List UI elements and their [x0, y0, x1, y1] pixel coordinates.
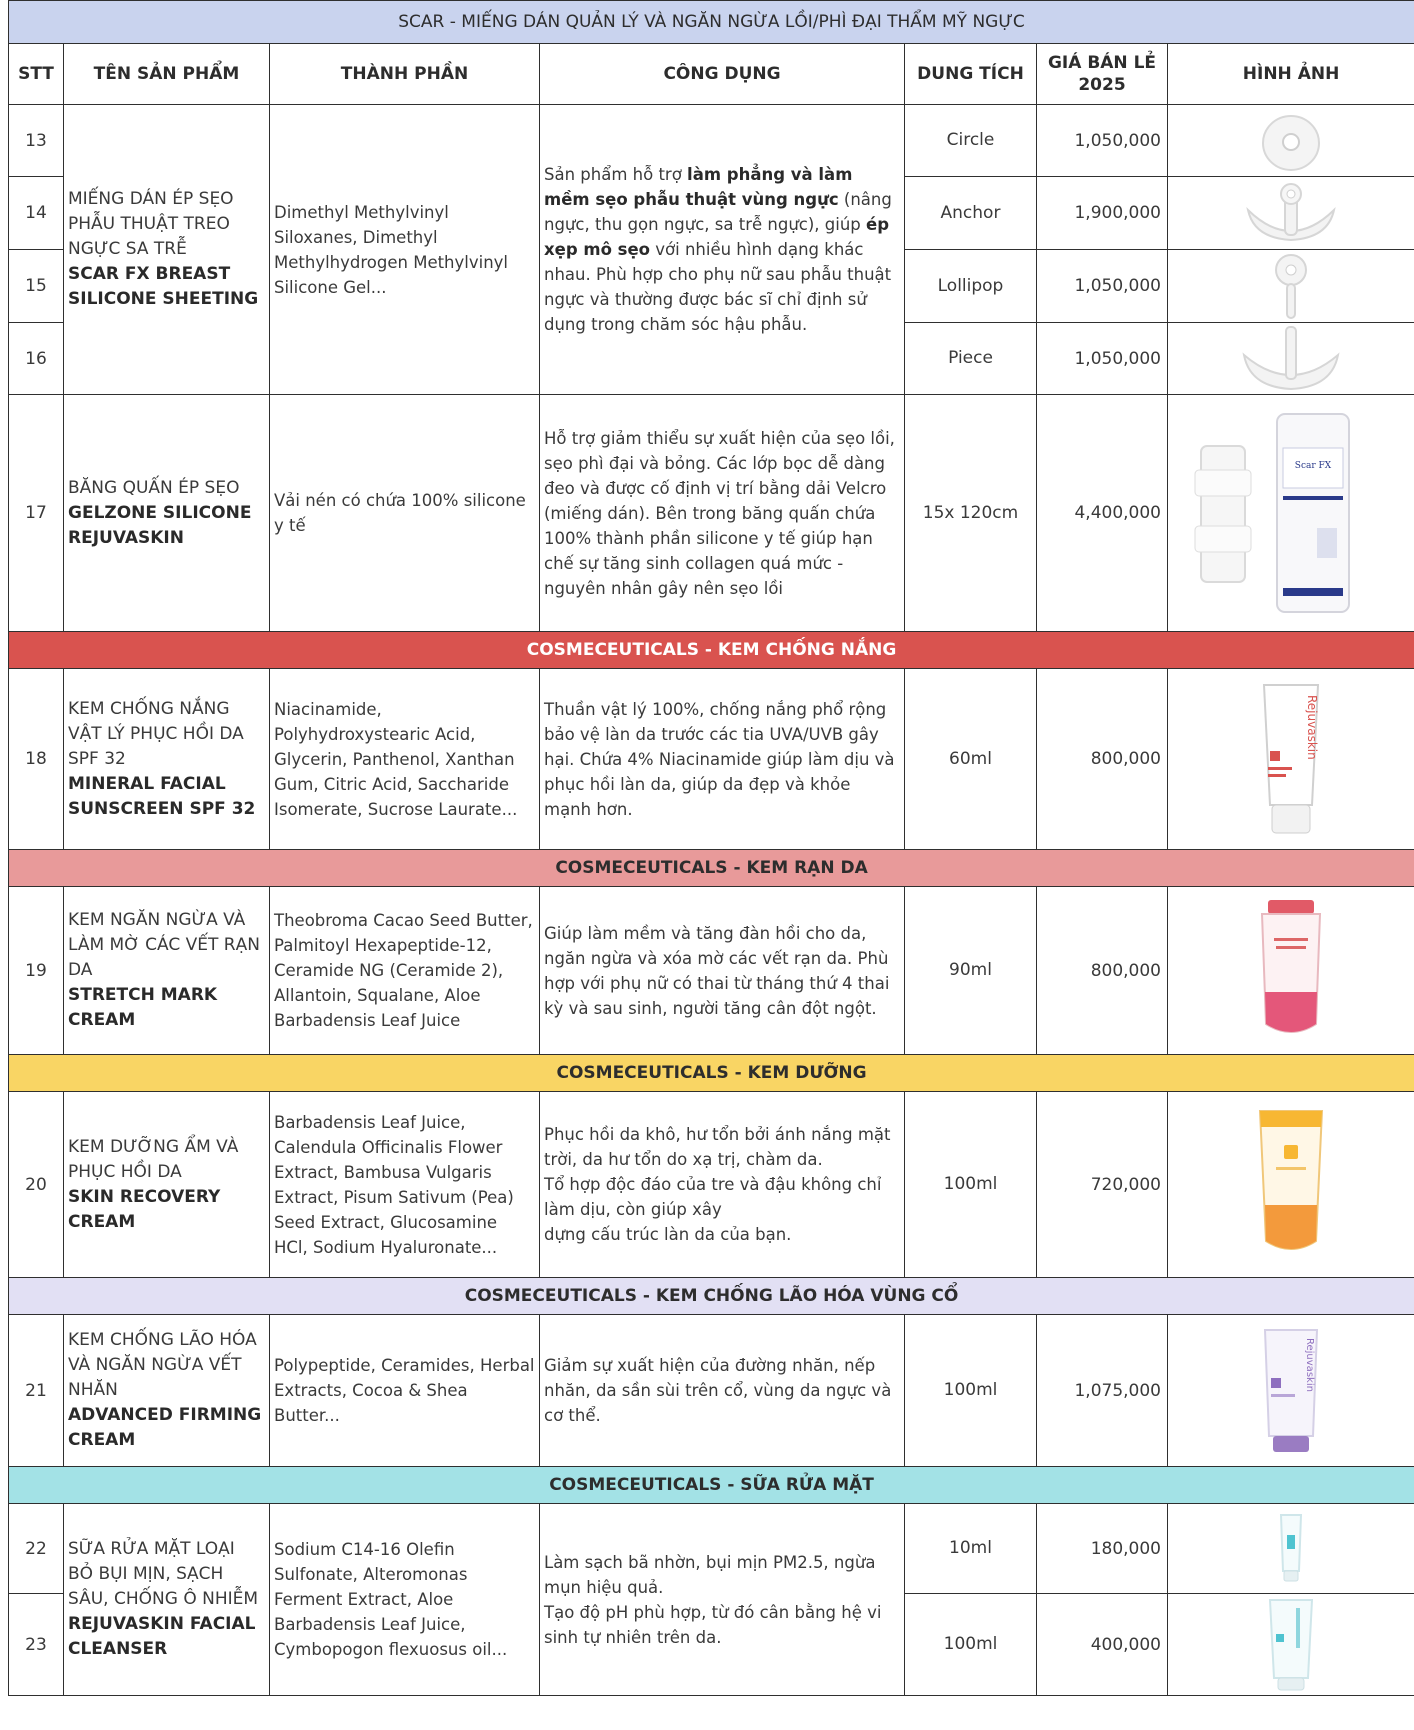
product-price: 800,000 [1037, 669, 1168, 850]
table-row [9, 395, 1414, 632]
anchor-sheet-icon [1168, 177, 1414, 250]
product-price: 720,000 [1037, 1092, 1168, 1278]
col-header-price: GIÁ BÁN LẺ 2025 [1037, 44, 1168, 105]
product-name [64, 669, 270, 850]
col-header-ingredients: THÀNH PHẦN [270, 44, 540, 105]
product-name-en: MINERAL FACIAL SUNSCREEN SPF 32 [68, 773, 256, 819]
row-stt: 14 [9, 177, 64, 250]
product-volume: 15x 120cm [905, 395, 1037, 632]
product-name-vi: BĂNG QUẤN ÉP SẸO [68, 477, 240, 498]
category-banner: SCAR - MIẾNG DÁN QUẢN LÝ VÀ NGĂN NGỪA LỒI/PHÌ ĐẠI THẨM MỸ NGỰC [9, 1, 1414, 44]
section-header-stretch-mark: COSMECEUTICALS - KEM RẠN DA [9, 850, 1414, 887]
product-price: 1,050,000 [1037, 105, 1168, 177]
col-header-volume: DUNG TÍCH [905, 44, 1037, 105]
product-name-vi: MIẾNG DÁN ÉP SẸO PHẪU THUẬT TREO NGỰC SA TRỄ [68, 189, 234, 259]
product-volume: 100ml [905, 1315, 1037, 1467]
section-header-moisturizer: COSMECEUTICALS - KEM DƯỠNG [9, 1055, 1414, 1092]
row-stt: 19 [9, 887, 64, 1055]
product-price: 1,900,000 [1037, 177, 1168, 250]
cleanser-mini-tube-icon [1168, 1504, 1414, 1594]
product-ingredients: Barbadensis Leaf Juice, Calendula Officinalis Flower Extract, Bambusa Vulgaris Extract, Pisum Sativum (Pea) Seed Extract, Glucosamine HCl, Sodium Hyaluronate... [270, 1092, 540, 1278]
product-name-vi: KEM NGĂN NGỪA VÀ LÀM MỜ CÁC VẾT RẠN DA [68, 910, 260, 980]
skin-recovery-tube-icon [1168, 1092, 1414, 1278]
product-volume: 100ml [905, 1092, 1037, 1278]
product-name-vi: KEM CHỐNG LÃO HÓA VÀ NGĂN NGỪA VẾT NHĂN [68, 1330, 257, 1400]
col-header-name: TÊN SẢN PHẨM [64, 44, 270, 105]
product-price: 1,050,000 [1037, 250, 1168, 323]
product-volume: 90ml [905, 887, 1037, 1055]
row-stt: 20 [9, 1092, 64, 1278]
stretch-mark-tube-icon [1168, 887, 1414, 1055]
product-price: 4,400,000 [1037, 395, 1168, 632]
product-ingredients: Dimethyl Methylvinyl Siloxanes, Dimethyl Methylhydrogen Methylvinyl Silicone Gel... [270, 105, 540, 395]
row-stt: 13 [9, 105, 64, 177]
svg-text:Scar FX: Scar FX [1294, 461, 1332, 471]
row-stt: 23 [9, 1594, 64, 1696]
table-row [9, 1315, 1414, 1467]
product-name-en: STRETCH MARK CREAM [68, 985, 218, 1030]
product-name-vi: SỮA RỬA MẶT LOẠI BỎ BỤI MỊN, SẠCH SÂU, CHỐNG Ô NHIỄM [68, 1539, 259, 1609]
section-header-neck-anti-aging: COSMECEUTICALS - KEM CHỐNG LÃO HÓA VÙNG CỔ [9, 1278, 1414, 1315]
circle-sheet-icon [1168, 105, 1414, 177]
product-name [64, 1315, 270, 1467]
product-volume: Lollipop [905, 250, 1037, 323]
product-name [64, 1092, 270, 1278]
product-ingredients: Theobroma Cacao Seed Butter, Palmitoyl Hexapeptide-12, Ceramide NG (Ceramide 2), Allantoin, Squalane, Aloe Barbadensis Leaf Juice [270, 887, 540, 1055]
table-row [9, 1092, 1414, 1278]
row-stt: 18 [9, 669, 64, 850]
price-table [8, 0, 1414, 1696]
product-name-en: ADVANCED FIRMING CREAM [68, 1405, 262, 1450]
product-volume: 100ml [905, 1594, 1037, 1696]
table-row [9, 887, 1414, 1055]
product-image-gelzone [1168, 395, 1414, 632]
firming-cream-tube-icon [1168, 1315, 1414, 1467]
product-volume: Circle [905, 105, 1037, 177]
product-usage: Giảm sự xuất hiện của đường nhăn, nếp nhăn, da sần sùi trên cổ, vùng da ngực và cơ thể. [540, 1315, 905, 1467]
product-price: 180,000 [1037, 1504, 1168, 1594]
product-name-en: SCAR FX BREAST SILICONE SHEETING [68, 264, 259, 309]
svg-text:Rejuvaskin: Rejuvaskin [1304, 1337, 1316, 1392]
row-stt: 15 [9, 250, 64, 323]
product-box-icon [1277, 414, 1349, 612]
row-stt: 21 [9, 1315, 64, 1467]
col-header-usage: CÔNG DỤNG [540, 44, 905, 105]
product-volume: 10ml [905, 1504, 1037, 1594]
product-ingredients: Sodium C14-16 Olefin Sulfonate, Alteromonas Ferment Extract, Aloe Barbadensis Leaf Juice, Cymbopogon flexuosus oil... [270, 1504, 540, 1696]
row-stt: 22 [9, 1504, 64, 1594]
row-stt: 16 [9, 323, 64, 395]
product-ingredients: Niacinamide, Polyhydroxystearic Acid, Glycerin, Panthenol, Xanthan Gum, Citric Acid, Saccharide Isomerate, Sucrose Laurate... [270, 669, 540, 850]
product-ingredients: Polypeptide, Ceramides, Herbal Extracts, Cocoa & Shea Butter... [270, 1315, 540, 1467]
product-price: 800,000 [1037, 887, 1168, 1055]
sunscreen-tube-icon [1168, 669, 1414, 850]
product-ingredients: Vải nén có chứa 100% silicone y tế [270, 395, 540, 632]
table-row [9, 105, 1414, 177]
product-price: 1,050,000 [1037, 323, 1168, 395]
table-row [9, 1504, 1414, 1594]
cleanser-tube-icon [1168, 1594, 1414, 1696]
col-header-image: HÌNH ẢNH [1168, 44, 1414, 105]
col-header-stt: STT [9, 44, 64, 105]
product-name [64, 887, 270, 1055]
lollipop-sheet-icon [1168, 250, 1414, 323]
piece-sheet-icon [1168, 323, 1414, 395]
section-header-sunscreen: COSMECEUTICALS - KEM CHỐNG NẮNG [9, 632, 1414, 669]
product-name-vi: KEM CHỐNG NẮNG VẬT LÝ PHỤC HỒI DA SPF 32 [68, 698, 244, 769]
product-volume: 60ml [905, 669, 1037, 850]
product-name-en: GELZONE SILICONE REJUVASKIN [68, 502, 252, 548]
svg-text:Rejuvaskin: Rejuvaskin [1305, 695, 1320, 760]
product-price: 400,000 [1037, 1594, 1168, 1696]
product-usage: Phục hồi da khô, hư tổn bởi ánh nắng mặt trời, da hư tổn do xạ trị, chàm da. Tổ hợp độc đáo của tre và đậu không chỉ làm dịu, còn giúp xây dựng cấu trúc làn da của bạn. [540, 1092, 905, 1278]
product-name-en: REJUVASKIN FACIAL CLEANSER [68, 1614, 256, 1659]
product-volume: Anchor [905, 177, 1037, 250]
product-name [64, 1504, 270, 1696]
wrap-roll-icon [1195, 446, 1251, 582]
product-name-vi: KEM DƯỠNG ẨM VÀ PHỤC HỒI DA [68, 1136, 239, 1182]
product-name-en: SKIN RECOVERY CREAM [68, 1186, 221, 1232]
row-stt: 17 [9, 395, 64, 632]
table-row [9, 669, 1414, 850]
section-header-cleanser: COSMECEUTICALS - SỮA RỬA MẶT [9, 1467, 1414, 1504]
product-usage: Hỗ trợ giảm thiểu sự xuất hiện của sẹo lồi, sẹo phì đại và bỏng. Các lớp bọc dễ dàng đeo và được cố định vị trí bằng dải Velcro (miếng dán). Bên trong băng quấn chứa 100% thành phần silicone y tế giúp hạn chế sự tăng sinh collagen quá mức - nguyên nhân gây nên sẹo lồi [540, 395, 905, 632]
product-usage: Giúp làm mềm và tăng đàn hồi cho da, ngăn ngừa và xóa mờ các vết rạn da. Phù hợp với phụ nữ có thai từ tháng thứ 4 thai kỳ và sau sinh, người tăng cân đột ngột. [540, 887, 905, 1055]
product-name [64, 105, 270, 395]
product-usage: Sản phẩm hỗ trợ làm phẳng và làm mềm sẹo phẫu thuật vùng ngực (nâng ngực, thu gọn ngực, sa trễ ngực), giúp ép xẹp mô sẹo với nhiều hình dạng khác nhau. Phù hợp cho phụ nữ sau phẫu thuật ngực và thường được bác sĩ chỉ định sử dụng trong chăm sóc hậu phẫu. [540, 105, 905, 395]
product-price: 1,075,000 [1037, 1315, 1168, 1467]
product-usage: Thuần vật lý 100%, chống nắng phổ rộng bảo vệ làn da trước các tia UVA/UVB gây hại. Chứa 4% Niacinamide giúp làm dịu và phục hồi làn da, giúp da đẹp và khỏe mạnh hơn. [540, 669, 905, 850]
product-name [64, 395, 270, 632]
product-usage: Làm sạch bã nhờn, bụi mịn PM2.5, ngừa mụn hiệu quả. Tạo độ pH phù hợp, từ đó cân bằng hệ vi sinh tự nhiên trên da. [540, 1504, 905, 1696]
product-volume: Piece [905, 323, 1037, 395]
